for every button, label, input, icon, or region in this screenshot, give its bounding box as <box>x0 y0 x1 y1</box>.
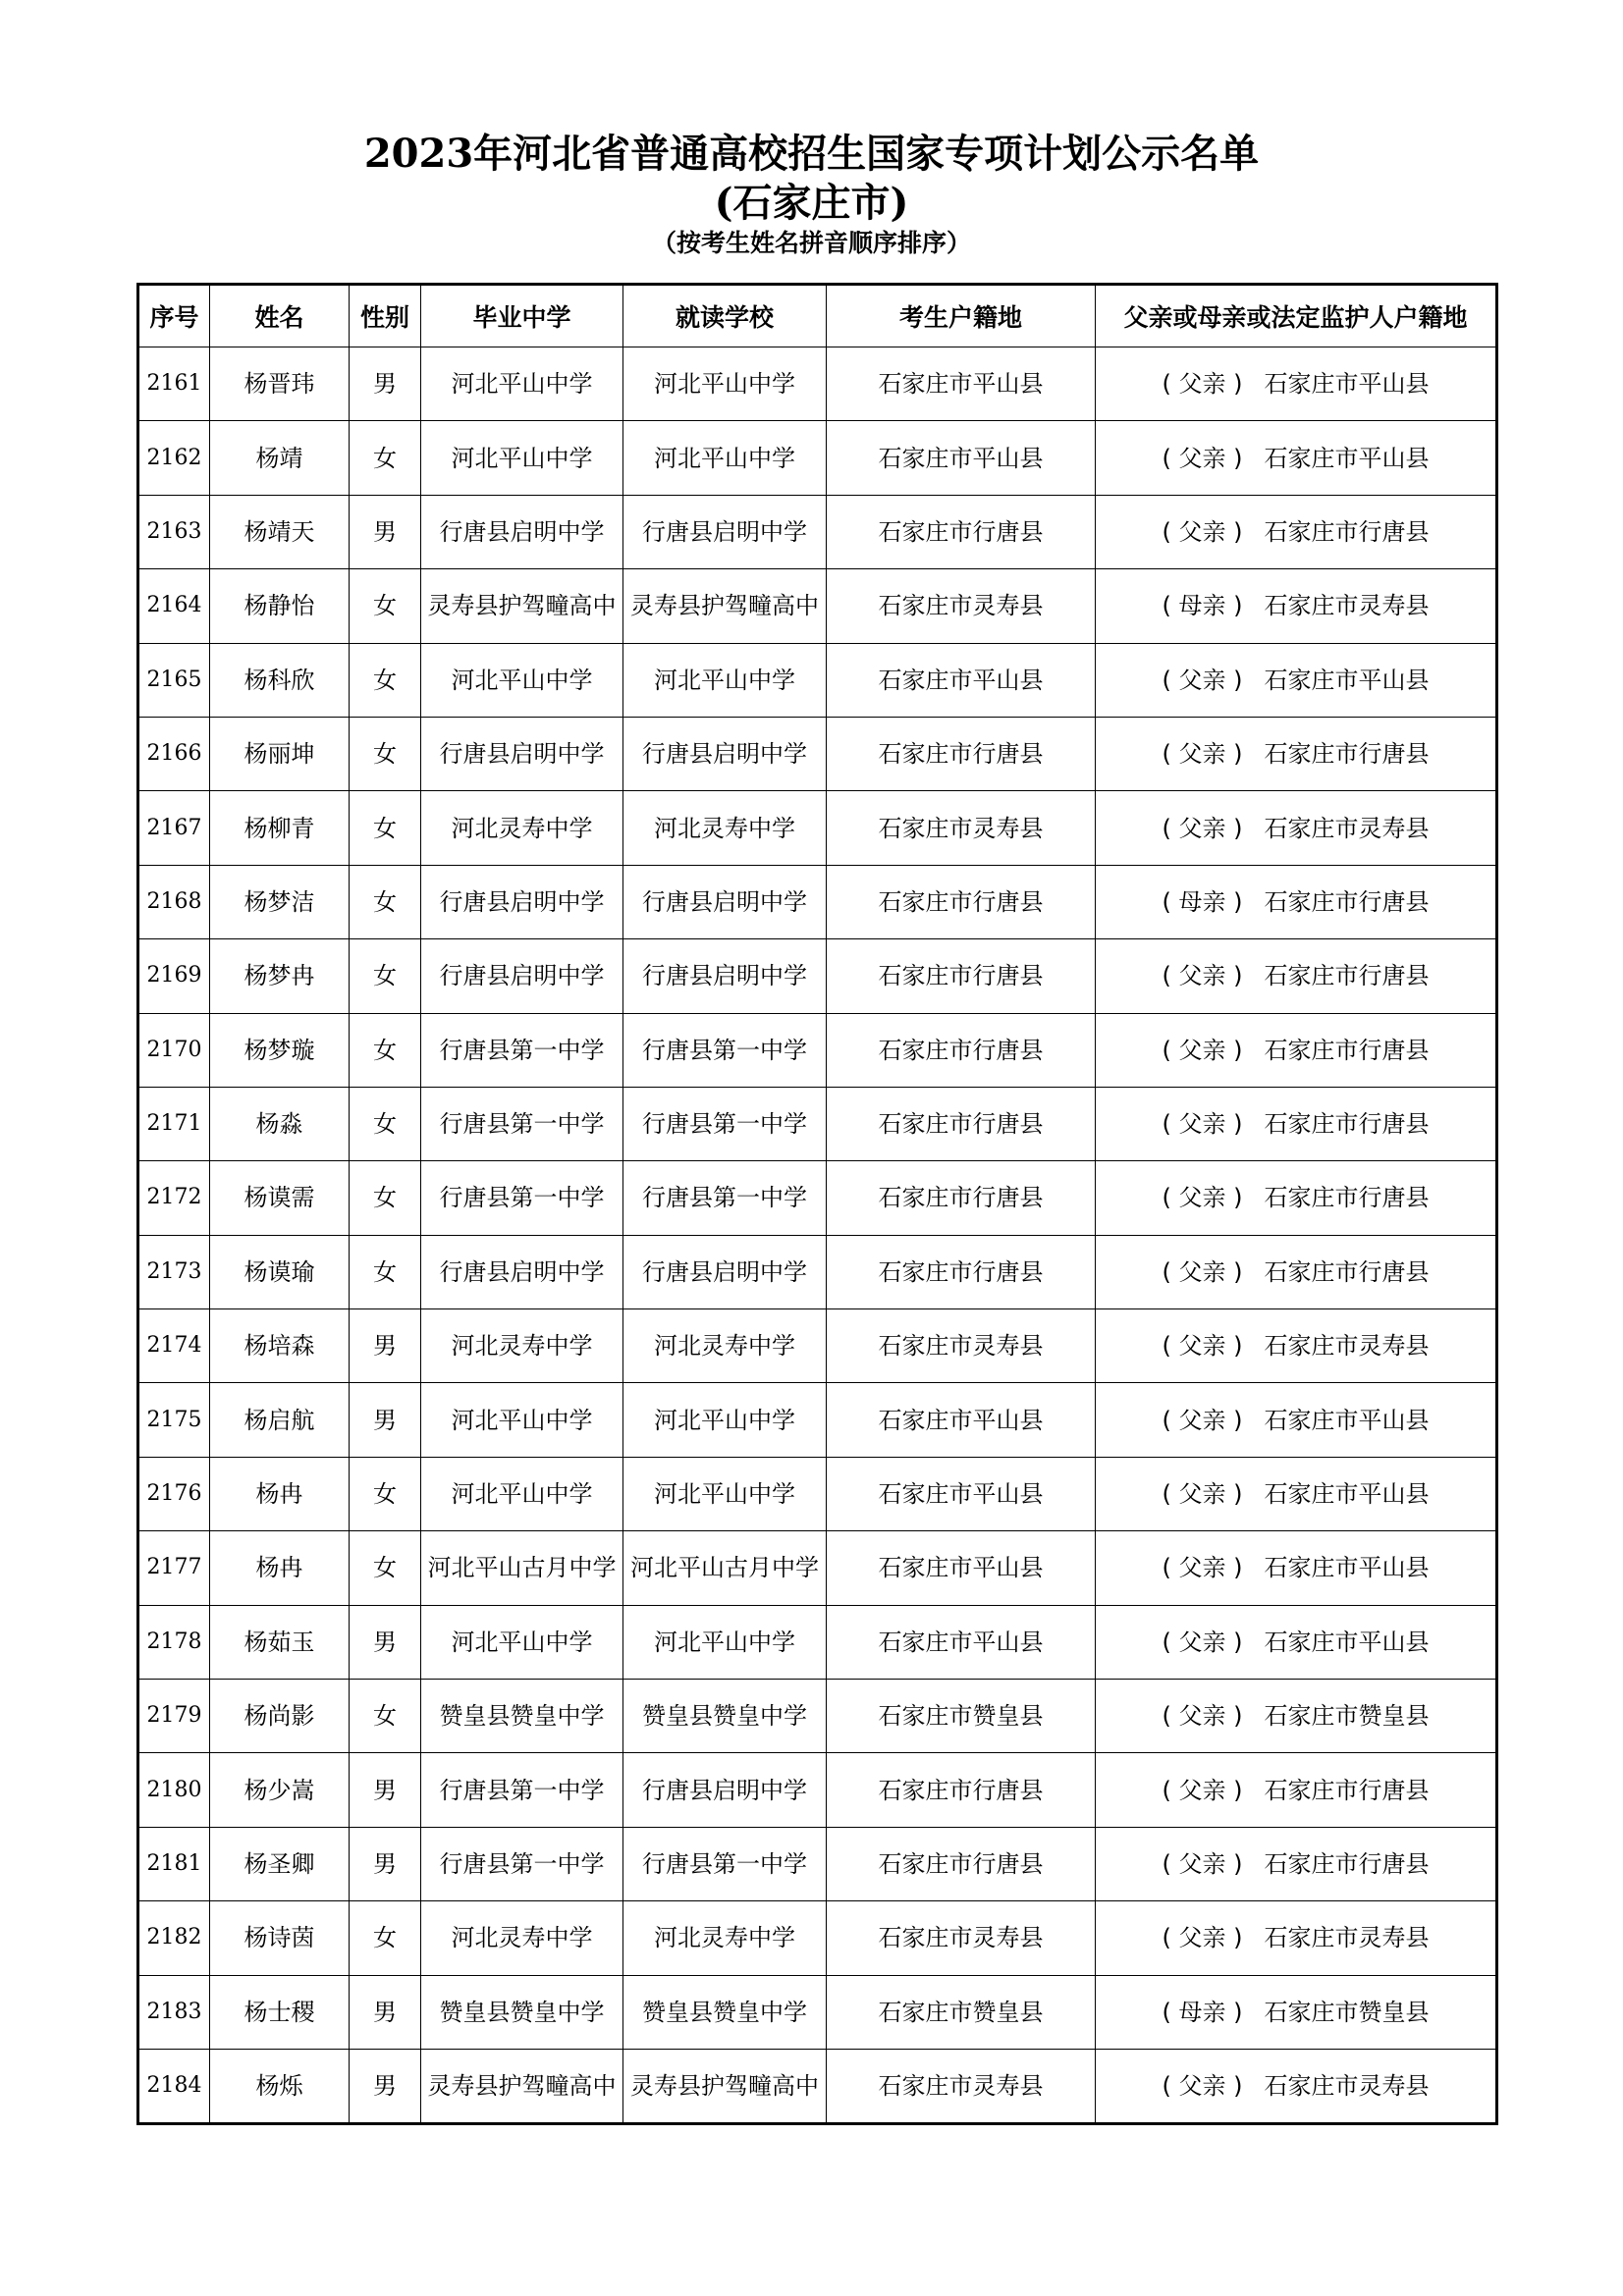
cell-gender: 男 <box>350 1975 421 2049</box>
cell-hukou: 石家庄市行唐县 <box>827 1087 1096 1160</box>
guardian-hukou: 石家庄市行唐县 <box>1264 1036 1430 1064</box>
cell-school: 行唐县启明中学 <box>623 865 827 938</box>
guardian-hukou: 石家庄市平山县 <box>1264 1554 1430 1582</box>
cell-guardian <box>1096 1383 1497 1457</box>
guardian-hukou: 石家庄市灵寿县 <box>1264 2072 1430 2101</box>
cell-gender: 女 <box>350 643 421 717</box>
cell-guardian <box>1096 1013 1497 1087</box>
guardian-relation: ( 父亲 ) <box>1162 1184 1243 1212</box>
cell-school: 行唐县第一中学 <box>623 1013 827 1087</box>
table-row <box>138 939 1497 1013</box>
cell-hukou: 石家庄市灵寿县 <box>827 791 1096 865</box>
cell-no: 2178 <box>138 1605 210 1679</box>
cell-guardian <box>1096 643 1497 717</box>
cell-no: 2179 <box>138 1680 210 1753</box>
table-row <box>138 1383 1497 1457</box>
cell-gender: 女 <box>350 717 421 790</box>
cell-name: 杨静怡 <box>210 569 350 643</box>
cell-grad-school: 行唐县第一中学 <box>421 1087 623 1160</box>
roster-table <box>136 283 1498 2125</box>
cell-grad-school: 灵寿县护驾疃高中 <box>421 2049 623 2123</box>
table-row <box>138 1975 1497 2049</box>
cell-no: 2168 <box>138 865 210 938</box>
cell-gender: 男 <box>350 495 421 568</box>
guardian-relation: ( 父亲 ) <box>1162 1036 1243 1064</box>
cell-grad-school: 河北平山中学 <box>421 1605 623 1679</box>
guardian-relation: ( 父亲 ) <box>1162 1776 1243 1804</box>
table-row <box>138 569 1497 643</box>
cell-school: 行唐县第一中学 <box>623 1161 827 1235</box>
cell-name: 杨谟瑜 <box>210 1235 350 1308</box>
cell-guardian <box>1096 1235 1497 1308</box>
cell-no: 2171 <box>138 1087 210 1160</box>
cell-hukou: 石家庄市灵寿县 <box>827 1309 1096 1383</box>
table-row <box>138 421 1497 495</box>
guardian-relation: ( 父亲 ) <box>1162 2072 1243 2101</box>
guardian-relation: ( 父亲 ) <box>1162 517 1243 546</box>
guardian-relation: ( 父亲 ) <box>1162 1332 1243 1361</box>
cell-grad-school: 河北平山古月中学 <box>421 1531 623 1605</box>
cell-grad-school: 行唐县启明中学 <box>421 939 623 1013</box>
table-row <box>138 791 1497 865</box>
cell-guardian <box>1096 1975 1497 2049</box>
cell-no: 2164 <box>138 569 210 643</box>
guardian-hukou: 石家庄市平山县 <box>1264 1628 1430 1656</box>
cell-guardian <box>1096 495 1497 568</box>
document-subtitle: (石家庄市) <box>714 180 909 226</box>
guardian-hukou: 石家庄市行唐县 <box>1264 962 1430 990</box>
cell-gender: 女 <box>350 1013 421 1087</box>
guardian-relation: ( 父亲 ) <box>1162 1406 1243 1434</box>
table-row <box>138 1161 1497 1235</box>
roster-body <box>138 347 1497 2124</box>
cell-guardian <box>1096 421 1497 495</box>
cell-gender: 女 <box>350 1457 421 1530</box>
cell-hukou: 石家庄市灵寿县 <box>827 2049 1096 2123</box>
table-row <box>138 495 1497 568</box>
guardian-hukou: 石家庄市行唐县 <box>1264 1257 1430 1286</box>
cell-no: 2175 <box>138 1383 210 1457</box>
table-row <box>138 1087 1497 1160</box>
cell-guardian <box>1096 1309 1497 1383</box>
cell-guardian <box>1096 569 1497 643</box>
guardian-relation: ( 父亲 ) <box>1162 962 1243 990</box>
header-hukou: 考生户籍地 <box>827 285 1096 347</box>
cell-no: 2182 <box>138 1901 210 1975</box>
guardian-hukou: 石家庄市灵寿县 <box>1264 592 1430 620</box>
cell-hukou: 石家庄市行唐县 <box>827 939 1096 1013</box>
guardian-hukou: 石家庄市行唐县 <box>1264 517 1430 546</box>
cell-name: 杨梦璇 <box>210 1013 350 1087</box>
cell-grad-school: 河北平山中学 <box>421 421 623 495</box>
header-guardian-hukou: 父亲或母亲或法定监护人户籍地 <box>1096 285 1497 347</box>
cell-name: 杨靖天 <box>210 495 350 568</box>
cell-gender: 女 <box>350 1531 421 1605</box>
cell-no: 2180 <box>138 1753 210 1827</box>
cell-guardian <box>1096 2049 1497 2123</box>
cell-name: 杨士稷 <box>210 1975 350 2049</box>
cell-no: 2177 <box>138 1531 210 1605</box>
header-grad-school: 毕业中学 <box>421 285 623 347</box>
guardian-hukou: 石家庄市行唐县 <box>1264 1850 1430 1878</box>
cell-grad-school: 行唐县第一中学 <box>421 1013 623 1087</box>
cell-name: 杨诗茵 <box>210 1901 350 1975</box>
cell-gender: 女 <box>350 1901 421 1975</box>
guardian-relation: ( 父亲 ) <box>1162 1850 1243 1878</box>
guardian-relation: ( 父亲 ) <box>1162 1554 1243 1582</box>
cell-school: 河北平山中学 <box>623 1605 827 1679</box>
cell-gender: 男 <box>350 1753 421 1827</box>
cell-no: 2170 <box>138 1013 210 1087</box>
cell-school: 河北平山中学 <box>623 643 827 717</box>
guardian-hukou: 石家庄市行唐县 <box>1264 1110 1430 1139</box>
cell-school: 行唐县启明中学 <box>623 1753 827 1827</box>
cell-gender: 女 <box>350 421 421 495</box>
cell-hukou: 石家庄市行唐县 <box>827 1235 1096 1308</box>
cell-grad-school: 河北灵寿中学 <box>421 791 623 865</box>
cell-no: 2176 <box>138 1457 210 1530</box>
cell-school: 河北平山中学 <box>623 347 827 421</box>
cell-gender: 女 <box>350 1235 421 1308</box>
cell-no: 2165 <box>138 643 210 717</box>
cell-name: 杨少嵩 <box>210 1753 350 1827</box>
cell-guardian <box>1096 1901 1497 1975</box>
cell-no: 2172 <box>138 1161 210 1235</box>
table-row <box>138 1457 1497 1530</box>
cell-grad-school: 河北灵寿中学 <box>421 1309 623 1383</box>
cell-grad-school: 河北平山中学 <box>421 1457 623 1530</box>
cell-grad-school: 行唐县第一中学 <box>421 1753 623 1827</box>
cell-grad-school: 河北平山中学 <box>421 1383 623 1457</box>
header-school: 就读学校 <box>623 285 827 347</box>
cell-gender: 女 <box>350 1161 421 1235</box>
cell-name: 杨晋玮 <box>210 347 350 421</box>
cell-grad-school: 河北平山中学 <box>421 643 623 717</box>
guardian-hukou: 石家庄市行唐县 <box>1264 1776 1430 1804</box>
cell-school: 赞皇县赞皇中学 <box>623 1975 827 2049</box>
cell-name: 杨烁 <box>210 2049 350 2123</box>
guardian-hukou: 石家庄市平山县 <box>1264 444 1430 472</box>
cell-gender: 男 <box>350 1605 421 1679</box>
cell-school: 河北灵寿中学 <box>623 1901 827 1975</box>
cell-hukou: 石家庄市灵寿县 <box>827 1901 1096 1975</box>
table-row <box>138 1531 1497 1605</box>
cell-gender: 男 <box>350 1827 421 1900</box>
table-row <box>138 1753 1497 1827</box>
cell-name: 杨培森 <box>210 1309 350 1383</box>
guardian-relation: ( 父亲 ) <box>1162 1257 1243 1286</box>
guardian-relation: ( 父亲 ) <box>1162 1702 1243 1731</box>
cell-hukou: 石家庄市行唐县 <box>827 495 1096 568</box>
cell-school: 河北灵寿中学 <box>623 791 827 865</box>
cell-gender: 男 <box>350 347 421 421</box>
cell-name: 杨淼 <box>210 1087 350 1160</box>
cell-name: 杨柳青 <box>210 791 350 865</box>
cell-school: 河北平山中学 <box>623 1383 827 1457</box>
table-row <box>138 1680 1497 1753</box>
cell-gender: 女 <box>350 791 421 865</box>
table-row <box>138 2049 1497 2123</box>
guardian-relation: ( 父亲 ) <box>1162 666 1243 694</box>
guardian-relation: ( 父亲 ) <box>1162 1628 1243 1656</box>
cell-hukou: 石家庄市平山县 <box>827 347 1096 421</box>
cell-school: 行唐县第一中学 <box>623 1087 827 1160</box>
cell-guardian <box>1096 1753 1497 1827</box>
table-row <box>138 1605 1497 1679</box>
cell-grad-school: 赞皇县赞皇中学 <box>421 1680 623 1753</box>
guardian-relation: ( 父亲 ) <box>1162 1110 1243 1139</box>
guardian-hukou: 石家庄市灵寿县 <box>1264 814 1430 842</box>
cell-hukou: 石家庄市平山县 <box>827 1383 1096 1457</box>
guardian-hukou: 石家庄市平山县 <box>1264 666 1430 694</box>
cell-school: 河北平山中学 <box>623 421 827 495</box>
cell-name: 杨启航 <box>210 1383 350 1457</box>
guardian-relation: ( 母亲 ) <box>1162 592 1243 620</box>
cell-gender: 女 <box>350 1087 421 1160</box>
cell-hukou: 石家庄市平山县 <box>827 1605 1096 1679</box>
cell-guardian <box>1096 1605 1497 1679</box>
table-row <box>138 1827 1497 1900</box>
cell-hukou: 石家庄市平山县 <box>827 421 1096 495</box>
guardian-relation: ( 母亲 ) <box>1162 1998 1243 2026</box>
guardian-hukou: 石家庄市灵寿县 <box>1264 1924 1430 1952</box>
cell-grad-school: 行唐县第一中学 <box>421 1827 623 1900</box>
guardian-relation: ( 父亲 ) <box>1162 814 1243 842</box>
guardian-hukou: 石家庄市平山县 <box>1264 1480 1430 1509</box>
table-row <box>138 717 1497 790</box>
guardian-hukou: 石家庄市行唐县 <box>1264 740 1430 769</box>
header-gender: 性别 <box>350 285 421 347</box>
table-row <box>138 1013 1497 1087</box>
cell-grad-school: 行唐县第一中学 <box>421 1161 623 1235</box>
header-row <box>138 285 1497 347</box>
cell-hukou: 石家庄市平山县 <box>827 1457 1096 1530</box>
cell-gender: 男 <box>350 1309 421 1383</box>
cell-hukou: 石家庄市赞皇县 <box>827 1680 1096 1753</box>
cell-guardian <box>1096 347 1497 421</box>
guardian-relation: ( 母亲 ) <box>1162 887 1243 916</box>
cell-school: 行唐县启明中学 <box>623 1235 827 1308</box>
cell-name: 杨冉 <box>210 1531 350 1605</box>
cell-name: 杨谟需 <box>210 1161 350 1235</box>
cell-guardian <box>1096 1827 1497 1900</box>
cell-no: 2174 <box>138 1309 210 1383</box>
sort-note: （按考生姓名拼音顺序排序） <box>651 229 971 257</box>
cell-name: 杨冉 <box>210 1457 350 1530</box>
guardian-hukou: 石家庄市赞皇县 <box>1264 1702 1430 1731</box>
guardian-relation: ( 父亲 ) <box>1162 444 1243 472</box>
cell-guardian <box>1096 1680 1497 1753</box>
cell-gender: 女 <box>350 939 421 1013</box>
cell-school: 行唐县第一中学 <box>623 1827 827 1900</box>
cell-hukou: 石家庄市行唐县 <box>827 717 1096 790</box>
guardian-hukou: 石家庄市平山县 <box>1264 1406 1430 1434</box>
cell-guardian <box>1096 1161 1497 1235</box>
cell-guardian <box>1096 865 1497 938</box>
table-row <box>138 643 1497 717</box>
guardian-hukou: 石家庄市平山县 <box>1264 370 1430 399</box>
cell-hukou: 石家庄市平山县 <box>827 643 1096 717</box>
cell-grad-school: 赞皇县赞皇中学 <box>421 1975 623 2049</box>
cell-gender: 男 <box>350 2049 421 2123</box>
cell-no: 2173 <box>138 1235 210 1308</box>
cell-grad-school: 灵寿县护驾疃高中 <box>421 569 623 643</box>
cell-hukou: 石家庄市行唐县 <box>827 865 1096 938</box>
cell-school: 行唐县启明中学 <box>623 939 827 1013</box>
guardian-hukou: 石家庄市行唐县 <box>1264 1184 1430 1212</box>
cell-name: 杨圣卿 <box>210 1827 350 1900</box>
cell-name: 杨梦冉 <box>210 939 350 1013</box>
cell-gender: 女 <box>350 865 421 938</box>
cell-school: 河北平山中学 <box>623 1457 827 1530</box>
cell-school: 灵寿县护驾疃高中 <box>623 2049 827 2123</box>
cell-hukou: 石家庄市行唐县 <box>827 1753 1096 1827</box>
document-title: 2023年河北省普通高校招生国家专项计划公示名单 <box>363 131 1260 177</box>
cell-no: 2169 <box>138 939 210 1013</box>
table-row <box>138 1901 1497 1975</box>
cell-no: 2167 <box>138 791 210 865</box>
cell-hukou: 石家庄市行唐县 <box>827 1161 1096 1235</box>
cell-gender: 男 <box>350 1383 421 1457</box>
cell-hukou: 石家庄市灵寿县 <box>827 569 1096 643</box>
cell-guardian <box>1096 1457 1497 1530</box>
cell-name: 杨丽坤 <box>210 717 350 790</box>
cell-no: 2184 <box>138 2049 210 2123</box>
cell-hukou: 石家庄市平山县 <box>827 1531 1096 1605</box>
cell-name: 杨梦洁 <box>210 865 350 938</box>
cell-no: 2163 <box>138 495 210 568</box>
cell-no: 2161 <box>138 347 210 421</box>
cell-name: 杨靖 <box>210 421 350 495</box>
guardian-hukou: 石家庄市灵寿县 <box>1264 1332 1430 1361</box>
cell-gender: 女 <box>350 1680 421 1753</box>
guardian-relation: ( 父亲 ) <box>1162 740 1243 769</box>
table-row <box>138 865 1497 938</box>
cell-guardian <box>1096 791 1497 865</box>
header-no: 序号 <box>138 285 210 347</box>
guardian-relation: ( 父亲 ) <box>1162 1924 1243 1952</box>
cell-guardian <box>1096 1087 1497 1160</box>
header-name: 姓名 <box>210 285 350 347</box>
cell-hukou: 石家庄市赞皇县 <box>827 1975 1096 2049</box>
cell-grad-school: 行唐县启明中学 <box>421 717 623 790</box>
cell-no: 2181 <box>138 1827 210 1900</box>
cell-school: 河北灵寿中学 <box>623 1309 827 1383</box>
cell-no: 2166 <box>138 717 210 790</box>
cell-school: 行唐县启明中学 <box>623 495 827 568</box>
guardian-relation: ( 父亲 ) <box>1162 1480 1243 1509</box>
table-row <box>138 1235 1497 1308</box>
cell-no: 2162 <box>138 421 210 495</box>
cell-guardian <box>1096 717 1497 790</box>
table-row <box>138 1309 1497 1383</box>
table-row <box>138 347 1497 421</box>
guardian-hukou: 石家庄市行唐县 <box>1264 887 1430 916</box>
cell-grad-school: 行唐县启明中学 <box>421 1235 623 1308</box>
cell-hukou: 石家庄市行唐县 <box>827 1827 1096 1900</box>
cell-guardian <box>1096 939 1497 1013</box>
cell-name: 杨尚影 <box>210 1680 350 1753</box>
guardian-relation: ( 父亲 ) <box>1162 370 1243 399</box>
cell-name: 杨科欣 <box>210 643 350 717</box>
cell-school: 河北平山古月中学 <box>623 1531 827 1605</box>
cell-school: 赞皇县赞皇中学 <box>623 1680 827 1753</box>
cell-grad-school: 行唐县启明中学 <box>421 495 623 568</box>
cell-name: 杨茹玉 <box>210 1605 350 1679</box>
cell-guardian <box>1096 1531 1497 1605</box>
cell-grad-school: 河北灵寿中学 <box>421 1901 623 1975</box>
cell-grad-school: 河北平山中学 <box>421 347 623 421</box>
cell-school: 行唐县启明中学 <box>623 717 827 790</box>
cell-grad-school: 行唐县启明中学 <box>421 865 623 938</box>
cell-school: 灵寿县护驾疃高中 <box>623 569 827 643</box>
cell-gender: 女 <box>350 569 421 643</box>
guardian-hukou: 石家庄市赞皇县 <box>1264 1998 1430 2026</box>
cell-no: 2183 <box>138 1975 210 2049</box>
cell-hukou: 石家庄市行唐县 <box>827 1013 1096 1087</box>
